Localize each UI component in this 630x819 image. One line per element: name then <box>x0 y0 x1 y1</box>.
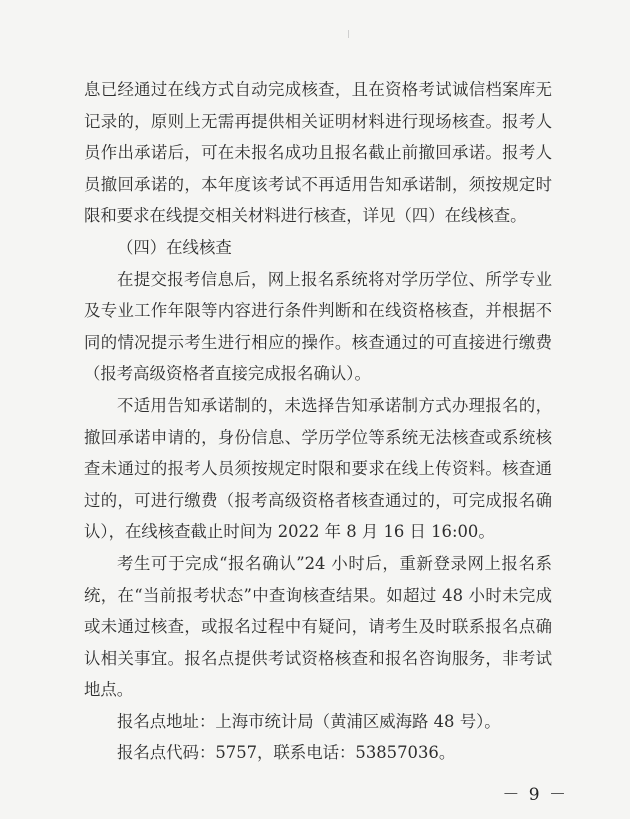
paragraph-line: 或未通过核查，或报名过程中有疑问，请考生及时联系报名点确 <box>84 617 552 637</box>
paragraph-line: 员撤回承诺的，本年度该考试不再适用告知承诺制，须按规定时 <box>84 174 552 194</box>
paragraph-line: 认），在线核查截止时间为 2022 年 8 月 16 日 16:00。 <box>84 522 495 542</box>
paragraph-line: 同的情况提示考生进行相应的操作。核查通过的可直接进行缴费 <box>84 332 552 352</box>
paragraph-line: 员作出承诺后，可在未报名成功且报名截止前撤回承诺。报考人 <box>84 143 552 163</box>
paragraph-line: （报考高级资格者直接完成报名确认）。 <box>84 364 371 384</box>
paragraph-line: 过的，可进行缴费（报考高级资格者核查通过的，可完成报名确 <box>84 490 552 510</box>
paragraph-line: 不适用告知承诺制的，未选择告知承诺制方式办理报名的， <box>117 395 552 415</box>
paragraph-line: 认相关事宜。报名点提供考试资格核查和报名咨询服务，非考试 <box>84 648 552 668</box>
page-number: － 9 － <box>502 785 568 805</box>
paragraph-line: 及专业工作年限等内容进行条件判断和在线资格核查，并根据不 <box>84 301 552 321</box>
section-heading: （四）在线核查 <box>117 237 232 257</box>
paragraph-line: 记录的，原则上无需再提供相关证明材料进行现场核查。报考人 <box>84 111 552 131</box>
paragraph-line: 撤回承诺申请的，身份信息、学历学位等系统无法核查或系统核 <box>84 427 552 447</box>
scan-mark <box>348 30 349 38</box>
paragraph-line: 地点。 <box>84 680 134 700</box>
body-text <box>84 74 552 769</box>
paragraph-line: 在提交报考信息后，网上报名系统将对学历学位、所学专业 <box>117 269 552 289</box>
address-line: 报名点地址：上海市统计局（黄浦区威海路 48 号）。 <box>117 711 501 731</box>
paragraph-line: 限和要求在线提交相关材料进行核查，详见（四）在线核查。 <box>84 206 527 226</box>
contact-line: 报名点代码：5757，联系电话：53857036。 <box>117 743 456 763</box>
paragraph-line: 息已经通过在线方式自动完成核查，且在资格考试诚信档案库无 <box>84 80 552 99</box>
paragraph-line: 统，在“当前报考状态”中查询核查结果。如超过 48 小时未完成 <box>84 585 552 605</box>
paragraph-line: 考生可于完成“报名确认”24 小时后，重新登录网上报名系 <box>117 553 552 573</box>
paragraph-line: 查未通过的报考人员须按规定时限和要求在线上传资料。核查通 <box>84 459 552 479</box>
